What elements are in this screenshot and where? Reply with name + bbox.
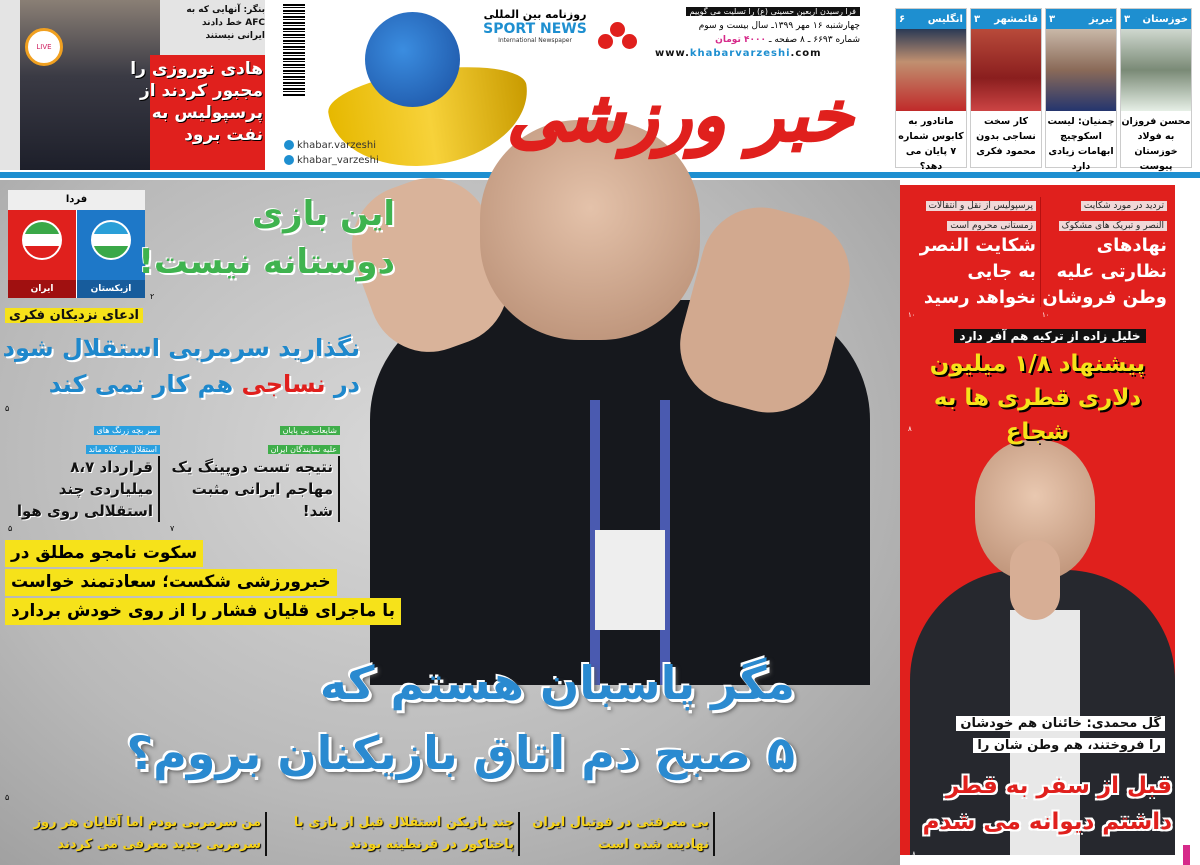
social-handles (284, 138, 379, 168)
instagram-icon (284, 140, 294, 150)
watchdog-story[interactable] (1042, 193, 1167, 319)
tagline-en-a: SPORT (483, 21, 540, 37)
friendly-headline[interactable] (100, 190, 395, 286)
regional-text: محسن فروزان به فولاد خوزستان پیوست (1121, 116, 1191, 172)
page-ref: ۵ (5, 404, 10, 413)
region-label: انگلیس (927, 13, 963, 25)
coach-badge (595, 530, 665, 630)
regional-text: چمنیان: لیست اسکوچیچ ابهامات زیادی دارد (1047, 116, 1115, 172)
team-name: ازبکستان (77, 280, 145, 298)
telegram-handle[interactable]: khabar_varzeshi (297, 155, 379, 166)
promo-box[interactable] (0, 0, 265, 170)
headline-line: ۵ صبح دم اتاق بازیکنان بروم؟ (126, 726, 795, 780)
logo-wordmark: خبر ورزشی (507, 75, 853, 157)
page-ref: ۷ (170, 524, 175, 533)
headline-part: هم کار نمی کند (48, 370, 242, 398)
page-ref: ۶ (899, 13, 906, 25)
barcode (283, 4, 305, 96)
promo-headline: هادی نوروزی را مجبور کردند از پرسپولیس به نفت برود (130, 59, 263, 145)
price: ۴۰۰۰ تومان (715, 35, 766, 45)
quote-line: را فروختند، هم وطن شان را (973, 738, 1165, 753)
url-b[interactable]: khabarvarzeshi (689, 48, 791, 59)
masthead (0, 0, 1200, 172)
page-ref: ۸ (912, 850, 916, 858)
shoja-story[interactable] (930, 325, 1170, 344)
headline-line: نگذارید سرمربی استقلال شود (2, 334, 360, 362)
region-label: قائمشهر (994, 13, 1038, 25)
regional-text: کار سخت نساجی بدون محمود فکری (976, 116, 1036, 157)
date-line: چهارشنبه ۱۶ مهر ۱۳۹۹ـ سال بیست و سوم (698, 21, 860, 31)
region-label: تبریز (1088, 13, 1113, 25)
page-ref: ۲ (150, 292, 155, 301)
sport-news-label (470, 8, 600, 44)
regional-photo (896, 29, 966, 111)
golmohammadi-headline[interactable]: قبل از سفر به قطر داشتم دیوانه می شدم (922, 773, 1172, 835)
page-ref: ۱۰ (908, 311, 916, 319)
regional-photo (971, 29, 1041, 111)
regional-photo (1046, 29, 1116, 111)
logo-dots-icon (598, 22, 638, 52)
doping-story[interactable] (170, 418, 340, 522)
highlight-line: سکوت نامجو مطلق در (5, 540, 203, 567)
arbaeen-banner: فرا رسیدن اربعین حسینی (ع) را تسلیت می گوییم (686, 7, 860, 16)
headline-part: در (325, 370, 360, 398)
alnasr-story[interactable] (908, 193, 1036, 319)
region-label: خوزستان (1142, 13, 1188, 25)
headline-line: دوستانه نیست! (138, 242, 395, 282)
namjoo-story[interactable] (5, 540, 435, 627)
page-ref: ۳ (974, 13, 981, 25)
telegram-icon (284, 155, 294, 165)
headline-line: مگر پاسبان هستم که (319, 656, 795, 710)
match-label: فردا (8, 190, 145, 210)
esteghlal-contract-story[interactable] (5, 418, 160, 522)
bottom-story[interactable]: من سرمربی بودم اما آقایان هر روز سرمربی جدید معرفی می کردند (5, 812, 267, 856)
regional-card[interactable] (1045, 8, 1117, 172)
story-text: شکایت النصر به جایی نخواهد رسید (919, 235, 1036, 308)
tag-label: ادعای نزدیکان فکری (5, 308, 143, 323)
page-ref: ۳ (1124, 13, 1131, 25)
main-headline[interactable] (5, 648, 795, 788)
team-iran (8, 210, 76, 298)
page-ref: ۳ (1049, 13, 1056, 25)
page-ref: ۵ (5, 793, 10, 802)
headline-highlight: نساجی (241, 370, 326, 398)
subtag: استقلال بی کلاه ماند (86, 445, 160, 454)
subtag: علیه نمایندگان ایران (268, 445, 340, 454)
shoja-tag: خلیل زاده از ترکیه هم آفر دارد (954, 329, 1145, 343)
issue-info (655, 5, 860, 61)
regional-photo (1121, 29, 1191, 111)
headline-line: این بازی (251, 194, 395, 234)
fekri-headline[interactable] (2, 330, 360, 402)
story-text: نتیجه تست دوپینگ یک مهاجم ایرانی مثبت شد! (170, 456, 340, 522)
live-badge: LIVE (25, 28, 63, 66)
golmohammadi-quote[interactable] (935, 712, 1165, 756)
subtag: تردید در مورد شکایت (1081, 201, 1167, 211)
subtag: پرسپولیس از نقل و انتقالات (926, 201, 1036, 211)
bottom-story[interactable]: بی معرفتی در فوتبال ایران نهادینه شده است (530, 812, 715, 856)
regional-card[interactable] (895, 8, 967, 172)
quote-line: گل محمدی: خائنان هم خودشان (956, 716, 1165, 731)
highlight-line: با ماجرای قلیان فشار را از روی خودش بردارد (5, 598, 401, 625)
subtag: النصر و تبریک های مشکوک (1059, 221, 1167, 231)
promo-side-note: بنگر: آنهایی که به AFC خط دادند ایرانی نیستند (186, 5, 265, 41)
url-a[interactable]: www. (655, 48, 690, 59)
regional-text: ماتادور به کابوس شماره ۷ پایان می دهد؟ (898, 116, 964, 172)
url-c[interactable]: .com (790, 48, 822, 59)
subtag: سر بچه زرنگ های (94, 426, 160, 435)
golmohammadi-photo-hand (1010, 540, 1060, 620)
highlight-line: خبرورزشی شکست؛ سعادتمند خواست (5, 569, 337, 596)
page-ref: ۵ (8, 524, 13, 533)
issue-line: شماره ۶۶۹۳ ـ ۸ صفحه ـ (768, 35, 860, 45)
team-name: ایران (8, 280, 76, 298)
edge-marker (1183, 845, 1190, 865)
subtag: شایعات بی پایان (280, 426, 340, 435)
column-divider (1040, 197, 1041, 307)
instagram-handle[interactable]: khabar.varzeshi (297, 140, 376, 151)
regional-card[interactable] (1120, 8, 1192, 172)
page-ref: ۱۰ (1042, 311, 1050, 319)
bottom-story[interactable]: چند بازیکن استقلال قبل از بازی با پاختاکور در قرنطینه بودند (275, 812, 520, 856)
logo-globe-icon (365, 12, 460, 107)
story-text: قرارداد ۸،۷ میلیاردی چند استقلالی روی هوا (5, 456, 160, 522)
story-text: نهادهای نظارتی علیه وطن فروشان (1042, 235, 1167, 308)
tagline-sub: International Newspaper (498, 37, 572, 44)
page-ref: ۸ (908, 425, 912, 433)
regional-card[interactable] (970, 8, 1042, 168)
tagline-en-b: NEWS (540, 21, 587, 37)
tagline-fa: روزنامه بین المللی (483, 8, 587, 21)
subtag: زمستانی محروم است (947, 221, 1036, 231)
shoja-headline[interactable]: پیشنهاد ۱/۸ میلیون دلاری قطری ها به شجاع (929, 351, 1146, 445)
fekri-tag (5, 308, 143, 323)
iran-flag-icon (22, 220, 62, 260)
